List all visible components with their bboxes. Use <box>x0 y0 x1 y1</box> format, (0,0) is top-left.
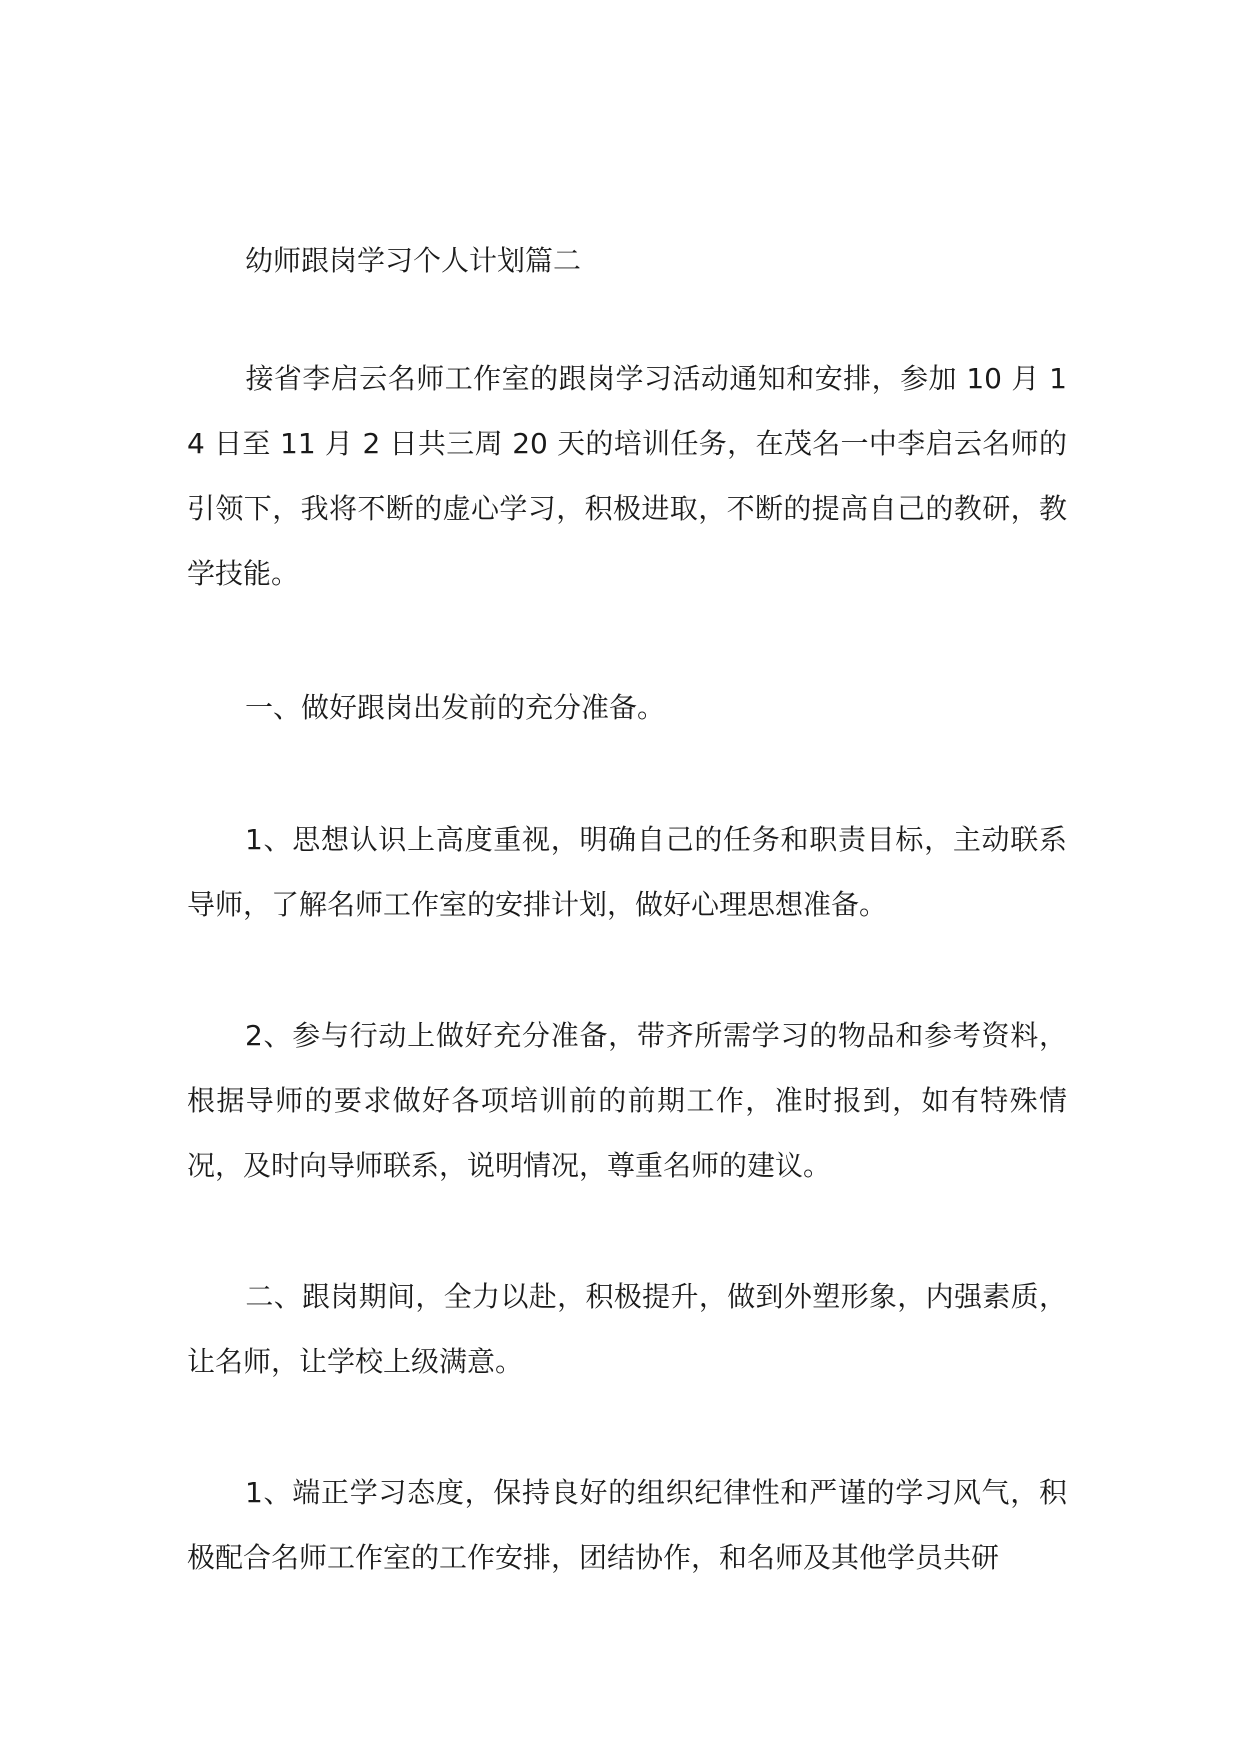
document-title <box>187 228 1067 293</box>
paragraph-text: 接省李启云名师工作室的跟岗学习活动通知和安排，参加 10 月 14 日至 11 月 2 日共三周 20 天的培训任务，在茂名一中李启云名师的引领下，我将不断的虚心学习，积极进取，不断的提高自己的教研，教学技能。 <box>187 362 1067 590</box>
section-heading-1 <box>187 675 1067 740</box>
section-heading-2 <box>187 1264 1067 1394</box>
paragraph-intro <box>187 346 1067 606</box>
paragraph-text: 1、端正学习态度，保持良好的组织纪律性和严谨的学习风气，积极配合名师工作室的工作安排，团结协作，和名师及其他学员共研 <box>187 1476 1067 1574</box>
title-text: 幼师跟岗学习个人计划篇二 <box>245 244 582 277</box>
heading-text: 二、跟岗期间，全力以赴，积极提升，做到外塑形象，内强素质，让名师，让学校上级满意。 <box>187 1280 1067 1378</box>
paragraph-text: 2、参与行动上做好充分准备，带齐所需学习的物品和参考资料，根据导师的要求做好各项培训前的前期工作，准时报到，如有特殊情况，及时向导师联系，说明情况，尊重名师的建议。 <box>187 1019 1067 1182</box>
paragraph-item-1-1 <box>187 807 1067 937</box>
paragraph-item-1-2 <box>187 1003 1067 1198</box>
paragraph-text: 1、思想认识上高度重视，明确自己的任务和职责目标，主动联系导师，了解名师工作室的安排计划，做好心理思想准备。 <box>187 823 1067 921</box>
paragraph-item-2-1 <box>187 1460 1067 1590</box>
heading-text: 一、做好跟岗出发前的充分准备。 <box>245 691 666 724</box>
